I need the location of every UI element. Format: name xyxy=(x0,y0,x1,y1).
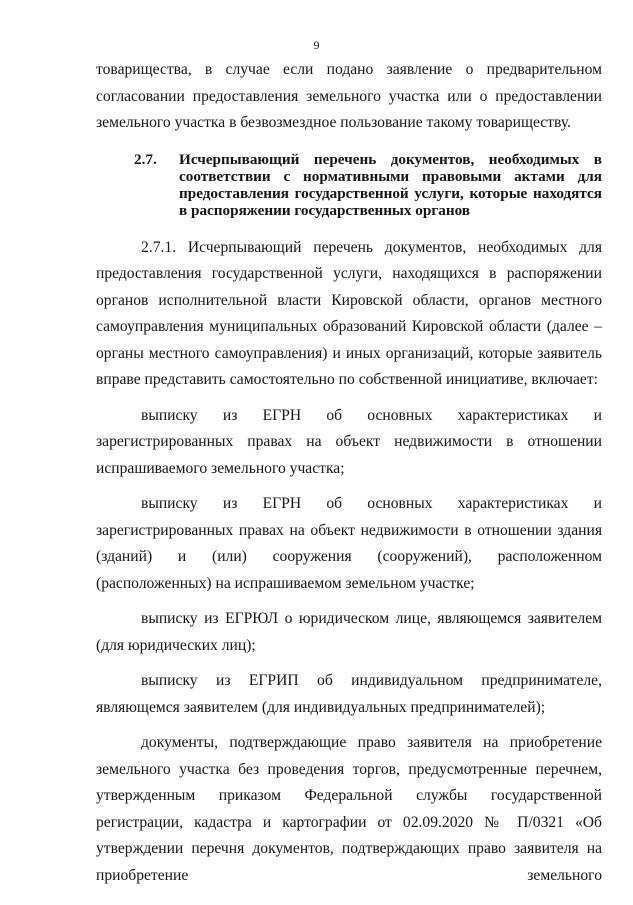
list-item-egrn-land: выписку из ЕГРН об основных характеристиках и зарегистрированных правах на объект недвижимости в отношении испрашиваемого земельного участка; xyxy=(96,406,602,477)
paragraph-2-7-1: 2.7.1. Исчерпывающий перечень документов, необходимых для предоставления государственной услуги, находящихся в распоряжении органов исполнительной власти Кировской области, органов местного самоуправления муниципальных образований Кировской области (далее – органы местного самоуправления) и иных организаций, которые заявитель вправе представить самостоятельно по собственной инициативе, включает: xyxy=(96,238,602,388)
page-number: 9 xyxy=(313,38,320,52)
list-item-egrip: выписку из ЕГРИП об индивидуальном предпринимателе, являющемся заявителем (для индивидуальных предпринимателей); xyxy=(96,672,602,716)
list-item-egrul: выписку из ЕГРЮЛ о юридическом лице, являющемся заявителем (для юридических лиц); xyxy=(96,610,602,654)
list-item-rights-documents: документы, подтверждающие право заявителя на приобретение земельного участка без проведения торгов, предусмотренные перечнем, утвержденным приказом Федеральной службы государственной регистрации, кадастра и картографии от 02.09.2020 № П/0321 «Об утверждении перечня документов, подтверждающих право заявителя на приобретение земельного xyxy=(96,734,602,884)
section-title: Исчерпывающий перечень документов, необходимых в соответствии с нормативными правовыми актами для предоставления государственной услуги, которые находятся в распоряжении государственных органов xyxy=(179,150,602,219)
document-body xyxy=(96,57,602,889)
section-number: 2.7. xyxy=(134,150,157,168)
list-item-egrn-buildings: выписку из ЕГРН об основных характеристиках и зарегистрированных правах на объект недвижимости в отношении здания (зданий) и (или) сооружения (сооружений), расположенном (расположенных) на испрашиваемом земельном участке; xyxy=(96,495,602,592)
intro-paragraph: товарищества, в случае если подано заявление о предварительном согласовании предоставления земельного участка или о предоставлении земельного участка в безвозмездное пользование такому товариществу. xyxy=(96,61,602,131)
section-heading xyxy=(96,151,602,219)
